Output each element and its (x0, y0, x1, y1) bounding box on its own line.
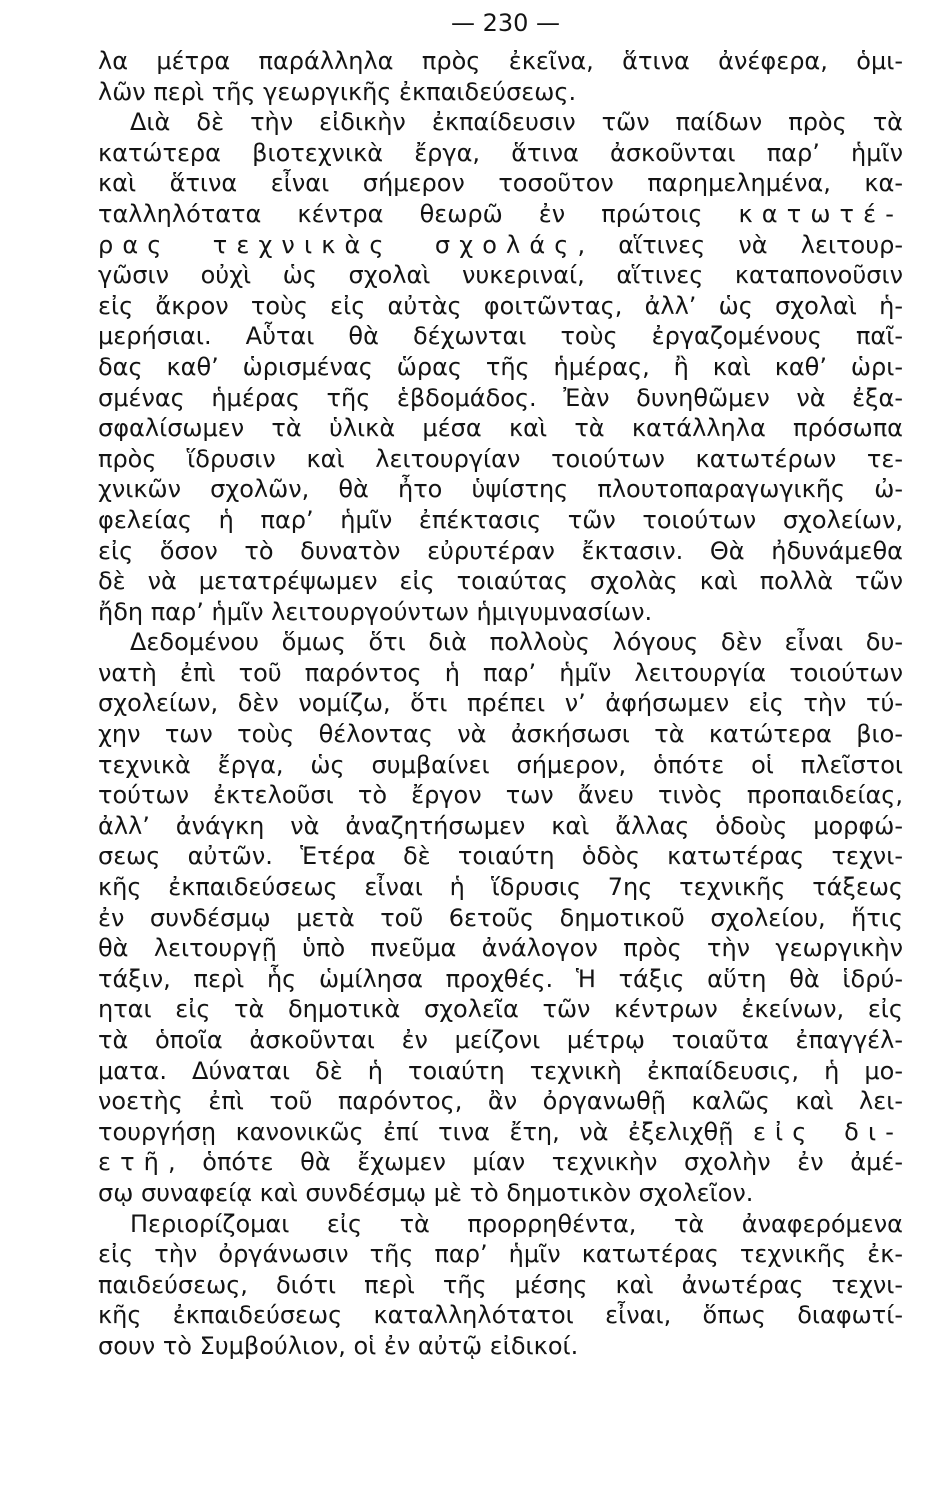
text-line: Δεδομένου ὅμως ὅτι διὰ πολλοὺς λόγους δὲν εἶναι δυ- (130, 628, 903, 657)
text-fragment: , ὁπότε θὰ ἔχωμεν μίαν τεχνικὴν σχολὴν ἐν ἀμέ- (168, 1148, 903, 1177)
text-line: τὰ ὁποῖα ἀσκοῦνται ἐν μείζονι μέτρῳ τοιαῦτα ἐπαγγέλ- (98, 1026, 903, 1054)
text-line: νοετὴς ἐπὶ τοῦ παρόντος, ἂν ὀργανωθῇ καλῶς καὶ λει- (98, 1087, 903, 1116)
text-line: Διὰ δὲ τὴν εἰδικὴν ἐκπαίδευσιν τῶν παίδων πρὸς τὰ (130, 108, 903, 137)
text-line: σμένας ἡμέρας τῆς ἑβδομάδος. Ἐὰν δυνηθῶμεν νὰ ἐξα- (98, 383, 903, 412)
text-line: πρὸς ἵδρυσιν καὶ λειτουργίαν τοιούτων κατωτέρων τε- (98, 444, 903, 473)
text-line: κατώτερα βιοτεχνικὰ ἔργα, ἅτινα ἀσκοῦνται παρ’ ἡμῖν (98, 138, 903, 167)
text-line: καὶ ἅτινα εἶναι σήμερον τοσοῦτον παρημελημένα, κα- (98, 169, 903, 198)
text-line: σφαλίσωμεν τὰ ὑλικὰ μέσα καὶ τὰ κατάλληλα πρόσωπα (98, 414, 903, 443)
text-line: ματα. Δύναται δὲ ἡ τοιαύτη τεχνικὴ ἐκπαίδευσις, ἡ μο- (98, 1056, 903, 1085)
text-line: νατὴ ἐπὶ τοῦ παρόντος ἡ παρ’ ἡμῖν λειτουργία τοιούτων (98, 658, 903, 687)
text-line: παιδεύσεως, διότι περὶ τῆς μέσης καὶ ἀνωτέρας τεχνι- (98, 1270, 903, 1299)
text-line: σῳ συναφείᾳ καὶ συνδέσμῳ μὲ τὸ δημοτικὸν σχολεῖον. (98, 1178, 754, 1207)
text-line (98, 230, 903, 261)
text-line: ἐν συνδέσμῳ μετὰ τοῦ 6ετοῦς δημοτικοῦ σχολείου, ἥτις (98, 903, 903, 932)
text-line (98, 199, 903, 230)
text-line: θὰ λειτουργῇ ὑπὸ πνεῦμα ἀνάλογον πρὸς τὴν γεωργικὴν (98, 934, 903, 963)
text-line: εἰς ἄκρον τοὺς εἰς αὐτὰς φοιτῶντας, ἀλλ’ ὡς σχολαὶ ἡ- (98, 291, 903, 320)
text-line: γῶσιν οὐχὶ ὡς σχολαὶ νυκεριναί, αἵτινες καταπονοῦσιν (98, 261, 903, 290)
text-line: εἰς τὴν ὀργάνωσιν τῆς παρ’ ἡμῖν κατωτέρας τεχνικῆς ἐκ- (98, 1240, 903, 1269)
text-line: τούτων ἐκτελοῦσι τὸ ἔργον των ἄνευ τινὸς προπαιδείας, (98, 781, 903, 810)
text-line: μερήσιαι. Αὗται θὰ δέχωνται τοὺς ἐργαζομένους παῖ- (98, 322, 903, 351)
text-line: λα μέτρα παράλληλα πρὸς ἐκεῖνα, ἅτινα ἀνέφερα, ὁμι- (98, 47, 903, 75)
text-line (98, 1147, 903, 1178)
spaced-emphasis: ετῆ (98, 1148, 168, 1177)
text-line: κῆς ἐκπαιδεύσεως εἶναι ἡ ἵδρυσις 7ης τεχνικῆς τάξεως (98, 873, 903, 902)
text-fragment: τουργήσῃ κανονικῶς ἐπί τινα ἔτη, νὰ ἐξελιχθῇ (98, 1117, 734, 1146)
text-fragment: , αἵτινες νὰ λειτουρ- (577, 230, 903, 259)
text-line: ἀλλ’ ἀνάγκη νὰ ἀναζητήσωμεν καὶ ἄλλας ὁδοὺς μορφώ- (98, 811, 903, 840)
text-line: φελείας ἡ παρ’ ἡμῖν ἐπέκτασις τῶν τοιούτων σχολείων, (98, 505, 903, 534)
text-line: σχολείων, δὲν νομίζω, ὅτι πρέπει ν’ ἀφήσωμεν εἰς τὴν τύ- (98, 689, 903, 718)
text-line: κῆς ἐκπαιδεύσεως καταλληλότατοι εἶναι, ὅπως διαφωτί- (98, 1301, 903, 1330)
text-line (98, 1117, 903, 1148)
text-line: δας καθ’ ὡρισμένας ὥρας τῆς ἡμέρας, ἢ καὶ καθ’ ὡρι- (98, 352, 903, 381)
text-line: χνικῶν σχολῶν, θὰ ἦτο ὑψίστης πλουτοπαραγωγικῆς ὠ- (98, 475, 903, 504)
spaced-emphasis: εἰς δι- (752, 1117, 903, 1146)
text-line: λῶν περὶ τῆς γεωργικῆς ἐκπαιδεύσεως. (98, 77, 577, 106)
text-line: ἤδη παρ’ ἡμῖν λειτουργούντων ἡμιγυμνασίων. (98, 597, 653, 626)
spaced-emphasis: ρας τεχνικὰς σχολάς (98, 230, 578, 259)
text-line: τεχνικὰ ἔργα, ὡς συμβαίνει σήμερον, ὁπότε οἱ πλεῖστοι (98, 750, 903, 779)
page-number: — 230 — (450, 9, 561, 37)
text-line: δὲ νὰ μετατρέψωμεν εἰς τοιαύτας σχολὰς καὶ πολλὰ τῶν (98, 567, 903, 596)
text-line: Περιορίζομαι εἰς τὰ προρρηθέντα, τὰ ἀναφερόμενα (130, 1209, 903, 1238)
text-line: τάξιν, περὶ ἧς ὡμίλησα προχθές. Ἡ τάξις αὕτη θὰ ἱδρύ- (98, 964, 903, 993)
text-line: σουν τὸ Συμβούλιον, οἱ ἐν αὐτῷ εἰδικοί. (98, 1331, 579, 1360)
text-line: σεως αὐτῶν. Ἑτέρα δὲ τοιαύτη ὁδὸς κατωτέρας τεχνι- (98, 842, 903, 871)
text-fragment: ταλληλότατα κέντρα θεωρῶ ἐν πρώτοις (98, 199, 703, 228)
text-line: χην των τοὺς θέλοντας νὰ ἀσκήσωσι τὰ κατώτερα βιο- (98, 720, 903, 749)
text-line: εἰς ὅσον τὸ δυνατὸν εὐρυτέραν ἔκτασιν. Θὰ ἠδυνάμεθα (98, 536, 903, 565)
body-text (98, 46, 903, 1362)
spaced-emphasis: κατωτέ- (738, 199, 903, 228)
text-line: ηται εἰς τὰ δημοτικὰ σχολεῖα τῶν κέντρων ἐκείνων, εἰς (98, 995, 903, 1024)
